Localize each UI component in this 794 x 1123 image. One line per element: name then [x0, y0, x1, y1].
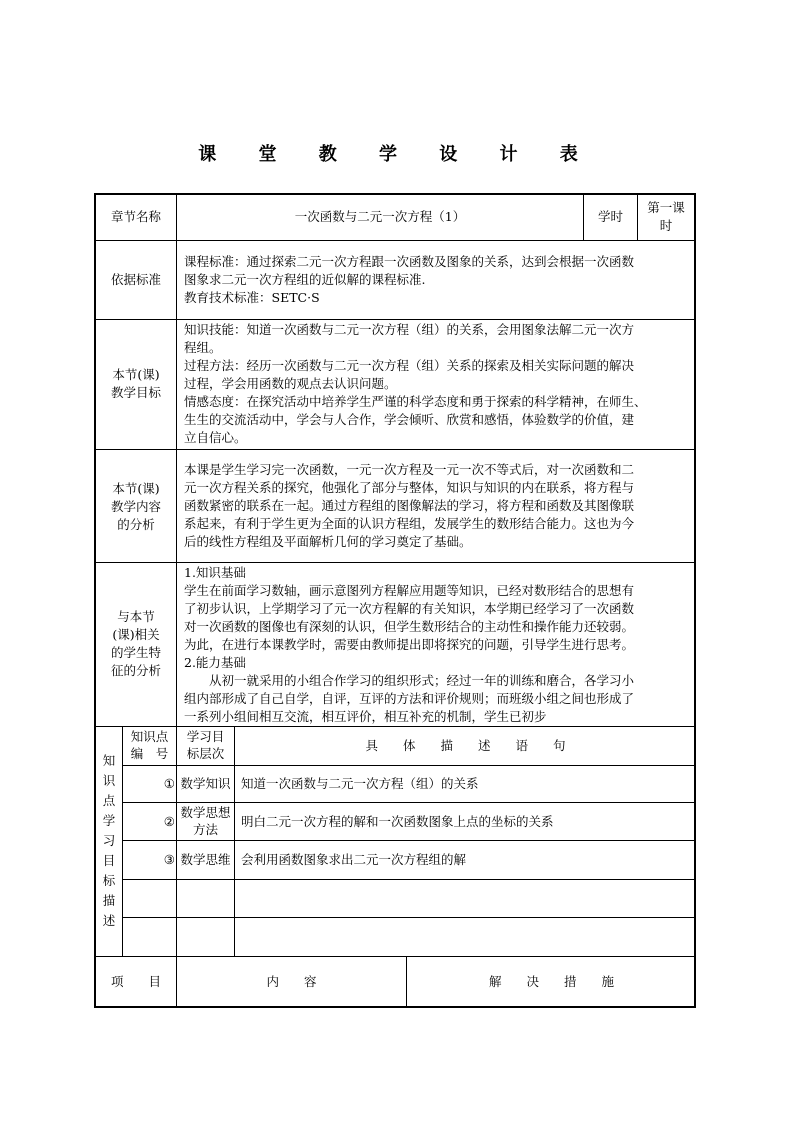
basis-label: 依据标准 [110, 272, 161, 287]
page-title: 课 堂 教 学 设 计 表 [198, 144, 596, 165]
content-line-2: 元一次方程关系的探究，他强化了部分与整体，知识与知识的内在联系，将方程与 [184, 480, 635, 495]
students-line-3: 了初步认识，上学期学习了元一次方程解的有关知识，本学期已经学习了一次函数 [184, 601, 635, 616]
content-label-3: 的分析 [117, 517, 155, 532]
content-line-3: 函数紧密的联系在一起。通过方程组的图像解法的学习，将方程和函数及其图像联 [184, 498, 635, 513]
goals-line-6: 生生的交流活动中，学会与人合作，学会倾听、欣赏和感悟，体验数学的价值，建 [184, 412, 635, 427]
goals-line-3: 过程方法：经历一次函数与二元一次方程（组）关系的探索及相关实际问题的解决 [184, 358, 635, 373]
chapter-name-label: 章节名称 [110, 209, 161, 224]
goals-label-2: 教学目标 [110, 385, 161, 400]
knowledge-row-num: ① [163, 776, 175, 791]
knowledge-row-level: 数学思维 [180, 852, 231, 867]
knowledge-row-level: 数学知识 [180, 776, 231, 791]
goals-label-1: 本节(课) [112, 367, 160, 382]
chapter-name-value: 一次函数与二元一次方程（1） [294, 209, 466, 224]
knowledge-side-char: 标 [102, 873, 116, 888]
students-line-6: 2.能力基础 [184, 655, 246, 670]
students-line-8: 组内部形成了自己自学，自评，互评的方法和评价规则；而班级小组之间也形成了 [184, 691, 635, 706]
knowledge-level-header-2: 标层次 [186, 746, 225, 761]
basis-line-1: 课程标准：通过探索二元一次方程跟一次函数及图象的关系，达到会根据一次函数 [184, 254, 635, 269]
basis-line-3: 教育技术标准：SETC·S [184, 290, 320, 305]
content-label-2: 教学内容 [110, 499, 161, 514]
knowledge-level-header-1: 学习目 [186, 729, 225, 744]
basis-line-2: 图象求二元一次方程组的近似解的课程标准. [184, 272, 426, 287]
students-line-7: 从初一就采用的小组合作学习的组织形式；经过一年的训练和磨合，各学习小 [184, 673, 635, 688]
knowledge-num-header-1: 知识点 [130, 729, 169, 744]
students-label-4: 征的分析 [110, 663, 161, 678]
content-line-4: 系起来，有利于学生更为全面的认识方程组，发展学生的数形结合能力。这也为今 [184, 516, 635, 531]
bottom-item-header: 项 目 [110, 974, 161, 989]
knowledge-row-level: 数学思想 [180, 805, 231, 820]
goals-line-1: 知识技能：知道一次函数与二元一次方程（组）的关系，会用图象法解二元一次方 [184, 322, 635, 337]
goals-line-7: 立自信心。 [184, 430, 247, 445]
content-label-1: 本节(课) [112, 481, 160, 496]
knowledge-side-char: 述 [102, 913, 116, 928]
students-label-1: 与本节 [117, 609, 155, 624]
hours-value: 第一课时 [647, 200, 685, 233]
knowledge-row-desc: 会利用函数图象求出二元一次方程组的解 [241, 852, 467, 867]
goals-line-2: 程组。 [184, 340, 222, 355]
knowledge-side-char: 知 [102, 753, 116, 768]
knowledge-side-char: 目 [102, 853, 116, 868]
students-label-3: 的学生特 [110, 645, 161, 660]
students-line-1: 1.知识基础 [184, 565, 246, 580]
knowledge-side-char: 识 [102, 773, 116, 788]
goals-line-4: 过程，学会用函数的观点去认识问题。 [184, 376, 397, 391]
knowledge-row-desc: 知道一次函数与二元一次方程（组）的关系 [241, 776, 479, 791]
knowledge-row-num: ② [163, 814, 175, 829]
content-line-1: 本课是学生学习完一次函数，一元一次方程及一元一次不等式后，对一次函数和二 [184, 462, 635, 477]
bottom-measures-header: 解 决 措 施 [488, 974, 614, 989]
goals-line-5: 情感态度：在探究活动中培养学生严谨的科学态度和勇于探索的科学精神，在师生、 [184, 394, 647, 409]
bottom-content-header: 内 容 [266, 974, 317, 989]
content-line-5: 后的线性方程组及平面解析几何的学习奠定了基础。 [184, 534, 472, 549]
knowledge-row-desc: 明白二元一次方程的解和一次函数图象上点的坐标的关系 [241, 814, 554, 829]
students-line-4: 对一次函数的图像也有深刻的认识，但学生数形结合的主动性和操作能力还较弱。 [184, 619, 635, 634]
students-line-5: 为此，在进行本课教学时，需要由教师提出即将探究的问题，引导学生进行思考。 [184, 637, 635, 652]
knowledge-num-header-2: 编 号 [130, 746, 169, 761]
knowledge-side-char: 学 [102, 813, 116, 828]
knowledge-side-char: 描 [102, 893, 116, 908]
knowledge-row-num: ③ [163, 852, 175, 867]
knowledge-row-level: 方法 [192, 822, 218, 837]
hours-label: 学时 [597, 209, 623, 224]
knowledge-desc-header: 具 体 描 述 语 句 [365, 738, 566, 753]
students-label-2: (课)相关 [112, 627, 160, 642]
knowledge-side-char: 点 [102, 793, 116, 808]
knowledge-side-char: 习 [102, 833, 116, 848]
students-line-9: 一系列小组间相互交流，相互评价，相互补充的机制，学生已初步 [184, 709, 547, 724]
students-line-2: 学生在前面学习数轴，画示意图列方程解应用题等知识，已经对数形结合的思想有 [184, 583, 635, 598]
